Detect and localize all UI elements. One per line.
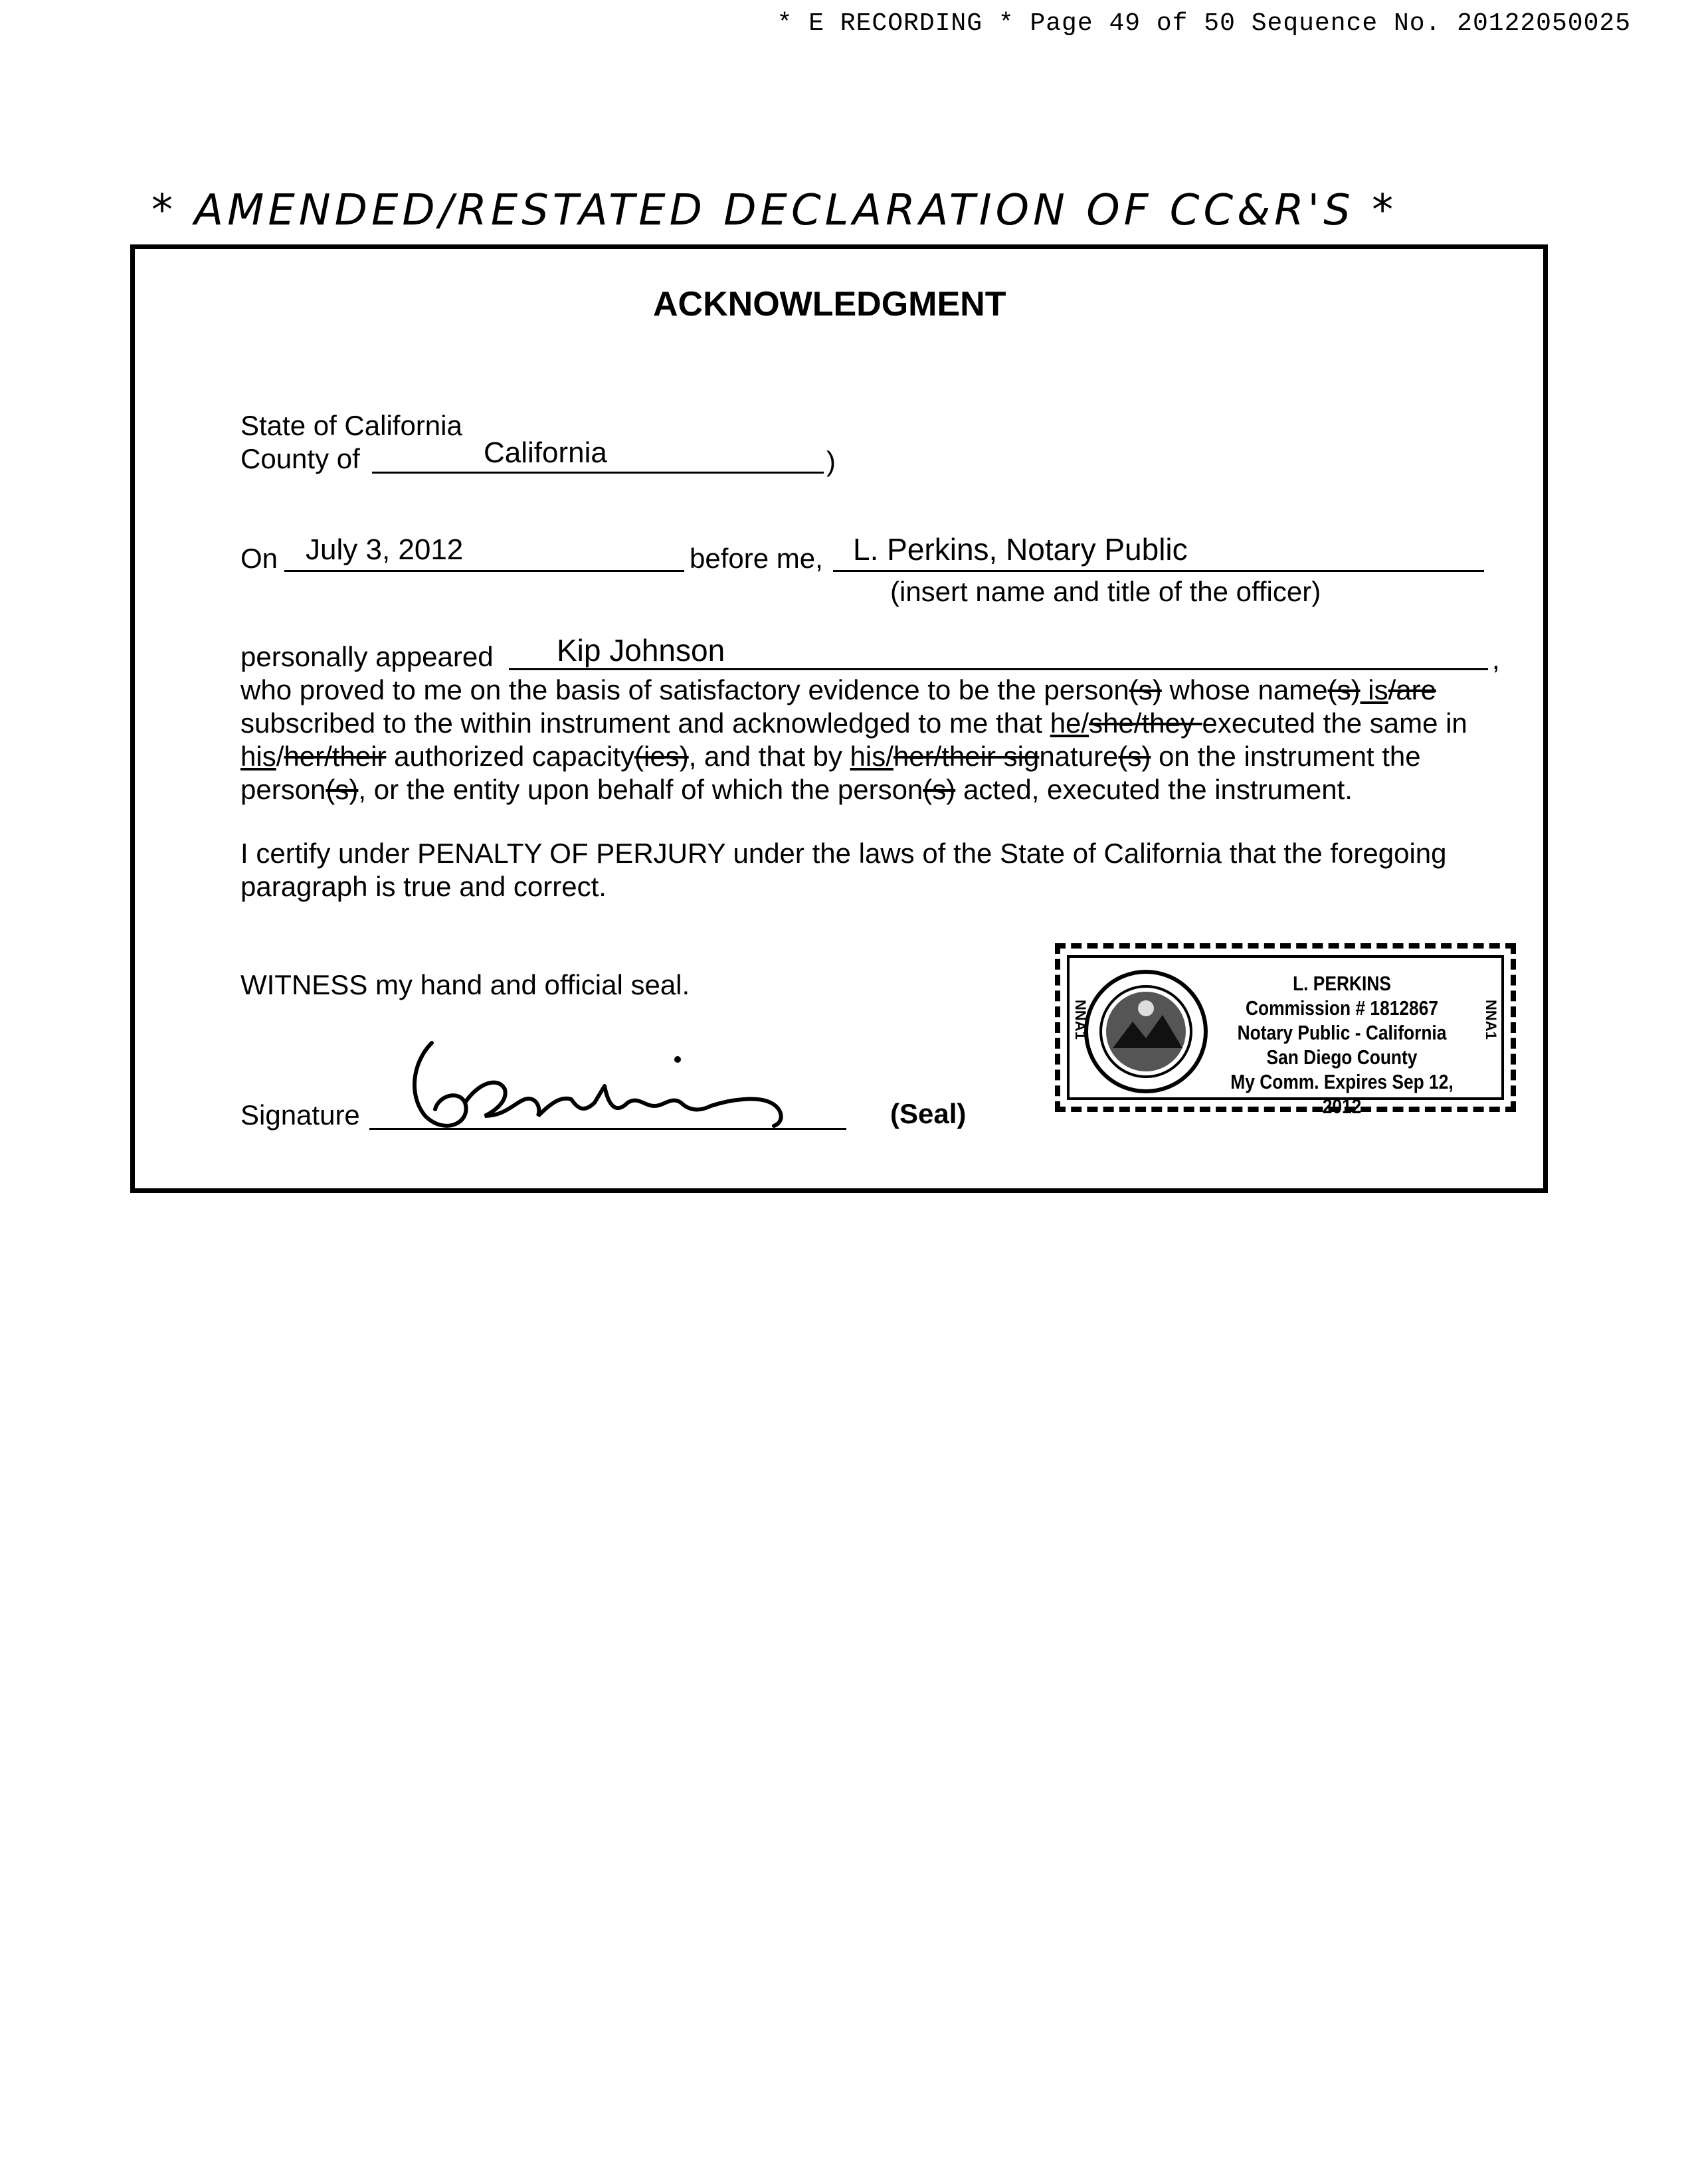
form-title: ACKNOWLEDGMENT	[653, 285, 1006, 323]
para1-line1: who proved to me on the basis of satisfactory evidence to be the person(s) whose name(s) is/are	[240, 674, 1436, 705]
seal-name: L. PERKINS	[1293, 972, 1391, 995]
seal-notary: Notary Public - California	[1237, 1021, 1447, 1044]
officer-value: L. Perkins, Notary Public	[853, 532, 1188, 567]
seal-county: San Diego County	[1266, 1046, 1418, 1069]
appeared-label: personally appeared	[240, 641, 494, 672]
county-close: )	[826, 446, 836, 477]
witness-line: WITNESS my hand and official seal.	[240, 969, 690, 1000]
seal-expires: My Comm. Expires Sep 12, 2012	[1230, 1070, 1454, 1118]
para2-line2: paragraph is true and correct.	[240, 871, 607, 902]
appeared-underline	[509, 668, 1488, 670]
notary-seal-stamp	[1055, 943, 1516, 1118]
para1-line3: his/her/their authorized capacity(ies), and that by his/her/their signature(s) on the instrument the	[240, 741, 1421, 772]
state-line: State of California	[240, 410, 462, 441]
date-value: July 3, 2012	[306, 533, 464, 566]
on-label: On	[240, 543, 278, 574]
seal-commission: Commission # 1812867	[1245, 996, 1439, 1020]
signature-image	[385, 1023, 810, 1136]
para2-line1: I certify under PENALTY OF PERJURY under the laws of the State of California that the foregoing	[240, 838, 1447, 869]
para1-line2: subscribed to the within instrument and acknowledged to me that he/she/they executed the same in	[240, 707, 1467, 739]
handwritten-title: * AMENDED/RESTATED DECLARATION OF CC&R'S *	[151, 186, 1398, 235]
officer-underline	[833, 570, 1484, 572]
county-underline	[372, 472, 824, 474]
before-me-label: before me,	[690, 543, 823, 574]
county-label: County of	[240, 443, 360, 474]
state-seal-icon	[1083, 968, 1209, 1095]
seal-label: (Seal)	[890, 1098, 967, 1129]
para1-line4: person(s), or the entity upon behalf of which the person(s) acted, executed the instrument.	[240, 774, 1353, 805]
county-value: California	[484, 436, 607, 469]
appeared-value: Kip Johnson	[557, 633, 725, 668]
seal-text-block	[1229, 971, 1455, 1119]
date-underline	[284, 570, 684, 572]
appeared-end: ,	[1492, 644, 1500, 675]
seal-side-right: NNA1	[1483, 1000, 1500, 1040]
seal-side-left: NNA1	[1072, 1000, 1089, 1040]
officer-hint: (insert name and title of the officer)	[890, 576, 1321, 607]
signature-label: Signature	[240, 1099, 360, 1131]
recording-header: * E RECORDING * Page 49 of 50 Sequence No. 20122050025	[777, 9, 1631, 38]
